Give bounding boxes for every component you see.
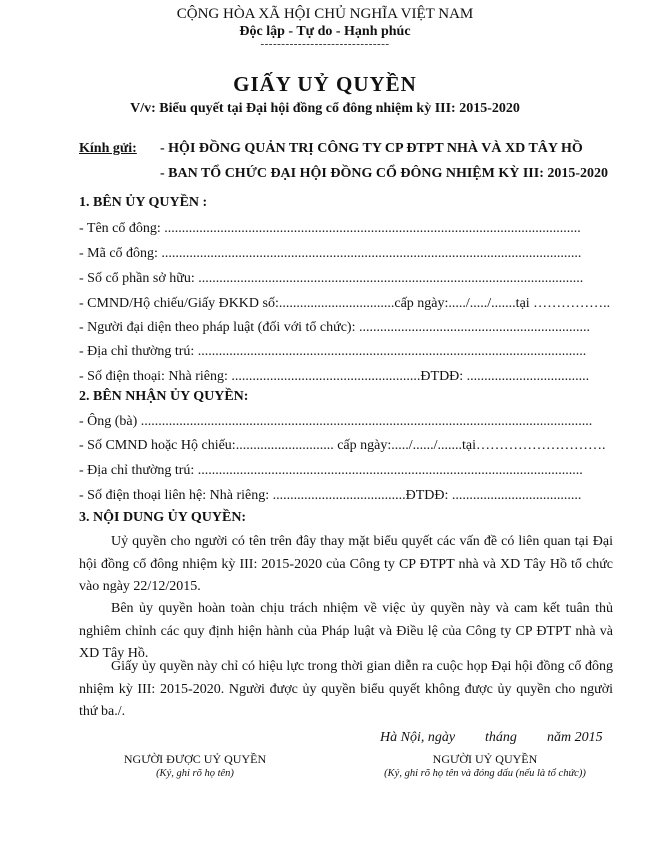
principal-signature-note: (Ký, ghi rõ họ tên và đóng dấu (nếu là tổ chức)) xyxy=(384,768,586,779)
republic-header: CỘNG HÒA XÃ HỘI CHỦ NGHĨA VIỆT NAM xyxy=(176,6,474,22)
principal-legal-rep-line: - Người đại diện theo pháp luật (đối với tổ chức): .................................................................. xyxy=(79,320,590,335)
agent-id-line: - Số CMND hoặc Hộ chiếu:............................ cấp ngày:...../....../.......tại………………………. xyxy=(79,438,606,453)
principal-phone-line: - Số điện thoại: Nhà riêng: ......................................................ĐTDĐ: ................................... xyxy=(79,369,590,384)
content-paragraph-1: Uỷ quyền cho người có tên trên đây thay mặt biểu quyết các vấn đề có liên quan tại Đại hội đồng cổ đông nhiệm kỳ III: 2015-2020 của Công ty CP ĐTPT nhà và XD Tây Hồ tổ chức vào ngày 22/12/2015. xyxy=(79,534,613,594)
principal-name-line: - Tên cổ đông: ....................................................................................................................... xyxy=(79,221,581,236)
recipient-line-2: - BAN TỔ CHỨC ĐẠI HỘI ĐỒNG CỔ ĐÔNG NHIỆM KỲ III: 2015-2020 xyxy=(160,166,609,181)
section3-heading: 3. NỘI DUNG ỦY QUYỀN: xyxy=(79,510,247,525)
motto: Độc lập - Tự do - Hạnh phúc xyxy=(239,24,411,39)
place-date-month: tháng xyxy=(485,730,517,745)
document-title: GIẤY UỶ QUYỀN xyxy=(233,72,417,96)
section2-heading: 2. BÊN NHẬN ỦY QUYỀN: xyxy=(79,389,249,404)
agent-signature-title: NGƯỜI ĐƯỢC UỶ QUYỀN xyxy=(123,752,267,766)
agent-address-line: - Địa chỉ thường trú: .............................................................................................................. xyxy=(79,463,583,478)
principal-shareholder-code-line: - Mã cổ đông: ........................................................................................................................ xyxy=(79,246,582,261)
section1-heading: 1. BÊN ỦY QUYỀN : xyxy=(79,195,208,210)
content-paragraph-3: Giấy ủy quyền này chỉ có hiệu lực trong thời gian diễn ra cuộc họp Đại hội đồng cổ đông nhiệm kỳ III: 2015-2020. Người được ủy quyền biểu quyết không được ủy quyền cho người thứ ba./. xyxy=(79,659,613,719)
document-subject: V/v: Biểu quyết tại Đại hội đồng cổ đông nhiệm kỳ III: 2015-2020 xyxy=(130,101,520,116)
principal-address-line: - Địa chỉ thường trú: ............................................................................................................... xyxy=(79,344,587,359)
agent-signature-note: (Ký, ghi rõ họ tên) xyxy=(156,768,234,779)
principal-id-line: - CMND/Hộ chiếu/Giấy ĐKKD số:.................................cấp ngày:...../...../.......tại …………….. xyxy=(79,296,611,311)
place-date-year: năm 2015 xyxy=(547,730,603,745)
content-paragraph-2: Bên ủy quyền hoàn toàn chịu trách nhiệm về việc ủy quyền này và cam kết tuân thủ nghiêm chỉnh các quy định hiện hành của Pháp luật và Điều lệ của Công ty CP ĐTPT nhà và XD Tây Hồ. xyxy=(79,601,613,661)
recipient-line-1: - HỘI ĐỒNG QUẢN TRỊ CÔNG TY CP ĐTPT NHÀ VÀ XD TÂY HỒ xyxy=(160,141,583,156)
recipients-label: Kính gửi: xyxy=(79,141,137,156)
agent-phone-line: - Số điện thoại liên hệ: Nhà riêng: ......................................ĐTDĐ: ..................................... xyxy=(79,488,582,503)
header-divider: ------------------------------- xyxy=(260,38,390,50)
principal-signature-title: NGƯỜI UỶ QUYỀN xyxy=(432,752,538,766)
principal-shares-owned-line: - Số cổ phần sở hữu: .............................................................................................................. xyxy=(79,271,584,286)
place-date-city: Hà Nội, ngày xyxy=(380,730,456,745)
agent-name-line: - Ông (bà) ................................................................................................................................. xyxy=(79,414,593,429)
